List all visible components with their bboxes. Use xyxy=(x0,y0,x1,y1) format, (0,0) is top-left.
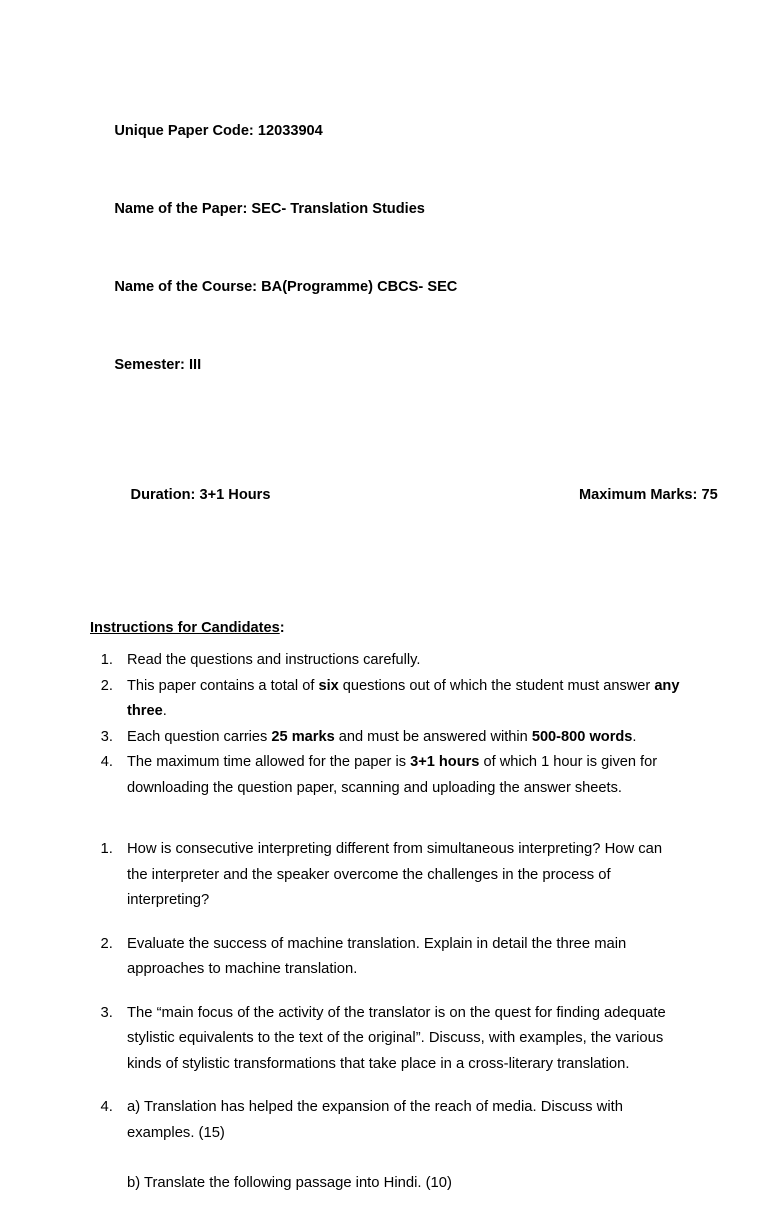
max-marks-value: 75 xyxy=(701,487,718,503)
instruction-text: The maximum time allowed for the paper is xyxy=(127,754,411,770)
instruction-text: This paper contains a total of xyxy=(127,677,319,694)
document-content xyxy=(90,92,718,1215)
instruction-text: Each question carries xyxy=(127,728,272,745)
instruction-item xyxy=(117,750,680,801)
instructions-list xyxy=(90,648,680,801)
instruction-text: . xyxy=(632,728,637,745)
unique-paper-code-line xyxy=(90,92,680,170)
paper-name-value: SEC- Translation Studies xyxy=(251,201,425,217)
questions-list xyxy=(90,837,680,1197)
semester-value: III xyxy=(188,357,202,373)
unique-paper-code-value: 12033904 xyxy=(257,123,323,139)
duration-value: 3+1 Hours xyxy=(199,487,271,503)
instruction-text: and must be answered within xyxy=(334,728,532,745)
duration-marks-line xyxy=(90,404,718,586)
question-paragraph: 2. Evaluate the success of machine translation. Explain in detail the three main approaches to machine translation. xyxy=(127,935,627,977)
question-item xyxy=(117,1095,680,1197)
instructions-heading xyxy=(90,620,680,636)
max-marks-label: Maximum Marks: xyxy=(579,487,702,503)
semester-label: Semester: xyxy=(114,357,189,373)
instruction-item xyxy=(117,725,680,751)
paper-name-label: Name of the Paper: xyxy=(114,201,252,217)
instruction-emphasis: six xyxy=(318,677,339,694)
course-name-line xyxy=(90,248,680,326)
course-name-label: Name of the Course: xyxy=(114,279,262,295)
instruction-emphasis: any three xyxy=(127,677,680,719)
instruction-emphasis: 25 marks xyxy=(271,728,335,745)
question-paragraph: b) Translate the following passage into Hindi. (10) xyxy=(127,1175,452,1191)
instruction-text: Read the questions and instructions carefully. xyxy=(127,652,421,668)
instruction-item xyxy=(117,674,680,725)
question-item xyxy=(117,1001,680,1078)
instruction-emphasis: 500-800 words xyxy=(531,728,633,745)
question-paragraph: 4. a) Translation has helped the expansion of the reach of media. Discuss with examples. (15) xyxy=(127,1099,623,1141)
course-name-value: BA(Programme) CBCS- SEC xyxy=(261,279,458,295)
paper-name-line xyxy=(90,170,680,248)
instruction-text: questions out of which the student must answer xyxy=(338,677,655,694)
unique-paper-code-label: Unique Paper Code: xyxy=(114,123,258,139)
instructions-heading-text: Instructions for Candidates xyxy=(90,620,280,636)
instruction-item xyxy=(117,648,680,674)
instruction-emphasis: 3+1 hours xyxy=(410,754,480,770)
duration-label: Duration: xyxy=(130,487,200,503)
question-paragraph: 3. The “main focus of the activity of the translator is on the quest for finding adequate stylistic equivalents to the text of the original”. Discuss, with examples, the various kinds of stylistic transformations that take place in a cross-literary translation. xyxy=(127,1004,666,1072)
question-item xyxy=(117,932,680,983)
question-item xyxy=(117,837,680,914)
instruction-text: . xyxy=(162,703,167,719)
instructions-heading-colon: : xyxy=(279,620,285,636)
instruction-text: of which 1 hour is given for downloading the question paper, scanning and uploading the answer sheets. xyxy=(127,754,658,796)
semester-line xyxy=(90,326,680,404)
question-paragraph: 1. How is consecutive interpreting different from simultaneous interpreting? How can the interpreter and the speaker overcome the challenges in the process of interpreting? xyxy=(127,841,663,908)
